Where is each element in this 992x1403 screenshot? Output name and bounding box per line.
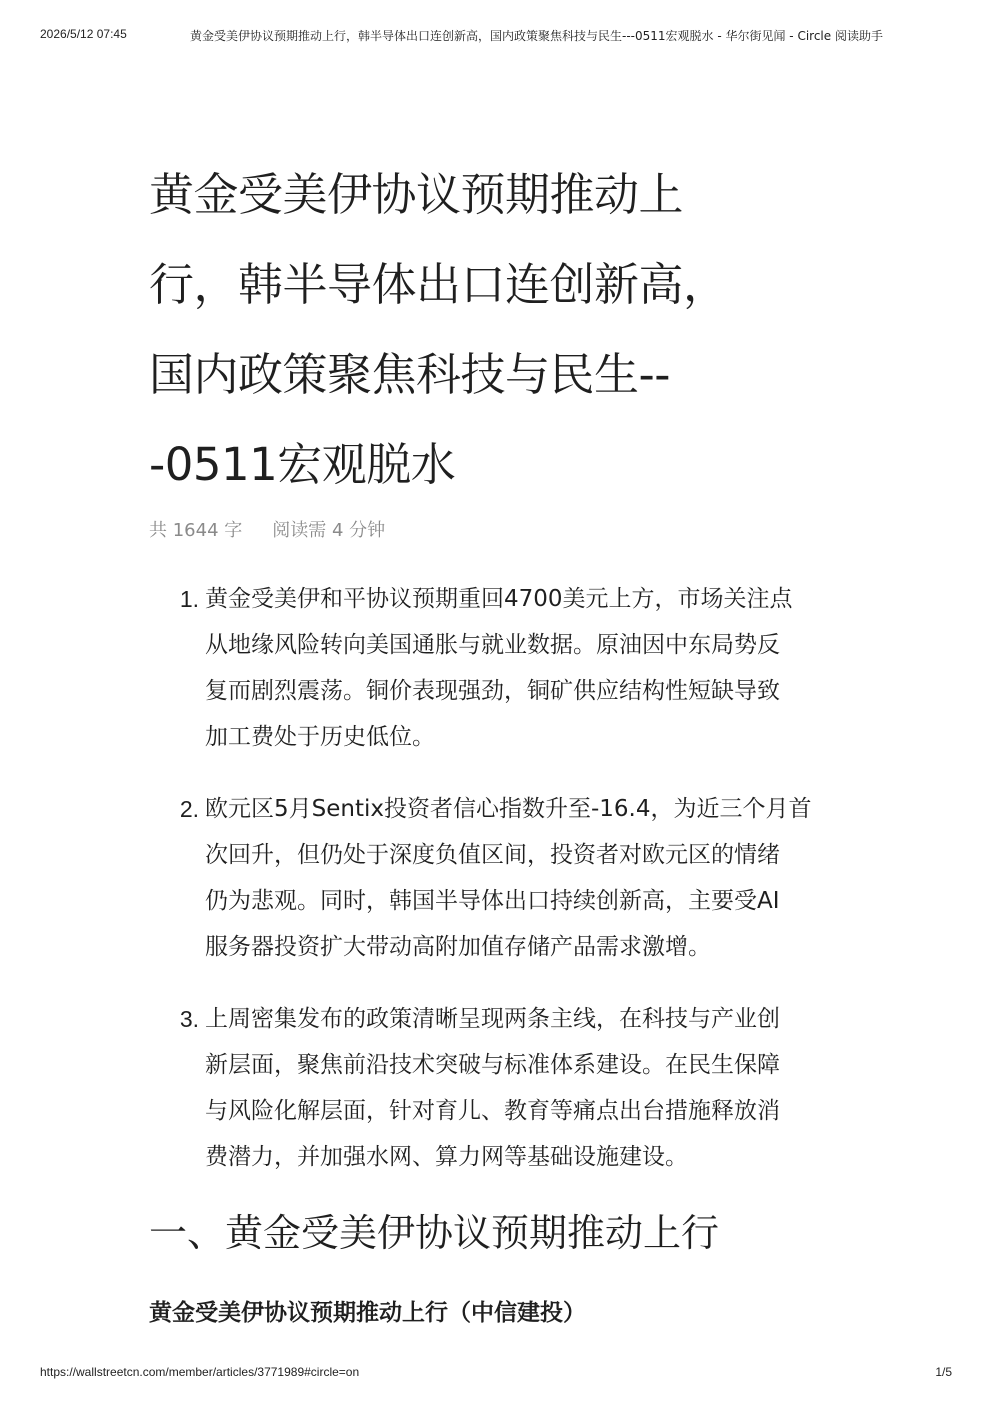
word-count: 共 1644 字 <box>149 520 243 541</box>
summary-item <box>149 576 849 760</box>
print-header-date: 2026/5/12 07:45 <box>40 27 127 41</box>
summary-item-number: 3. <box>179 1006 199 1032</box>
article-title: 黄金受美伊协议预期推动上 行，韩半导体出口连创新高， 国内政策聚焦科技与民生-- -0511宏观脱水 <box>149 168 728 491</box>
summary-item-text: 黄金受美伊和平协议预期重回4700美元上方，市场关注点 从地缘风险转向美国通胀与就业数据。原油因中东局势反 复而剧烈震荡。铜价表现强劲，铜矿供应结构性短缺导致 加工费处于历史低位。 <box>205 586 793 750</box>
article <box>149 150 849 1330</box>
print-header-title: 黄金受美伊协议预期推动上行，韩半导体出口连创新高，国内政策聚焦科技与民生---0511宏观脱水 - 华尔街见闻 - Circle 阅读助手 <box>190 29 883 43</box>
source-url-link[interactable]: https://wallstreetcn.com/member/articles/3771989#circle=on <box>40 1365 360 1379</box>
summary-item <box>149 786 849 970</box>
summary-list <box>149 576 849 1180</box>
sub-heading: 黄金受美伊协议预期推动上行（中信建投） <box>149 1300 586 1326</box>
page-number: 1/5 <box>935 1365 952 1379</box>
summary-item-number: 1. <box>179 586 199 612</box>
summary-item-text: 欧元区5月Sentix投资者信心指数升至-16.4，为近三个月首 次回升，但仍处于深度负值区间，投资者对欧元区的情绪 仍为悲观。同时，韩国半导体出口持续创新高，主要受AI 服务器投资扩大带动高附加值存储产品需求激增。 <box>205 796 812 960</box>
read-time: 阅读需 4 分钟 <box>272 520 386 541</box>
section-heading: 一、黄金受美伊协议预期推动上行 <box>149 1211 720 1255</box>
summary-item <box>149 996 849 1180</box>
summary-item-number: 2. <box>179 796 199 822</box>
summary-item-text: 上周密集发布的政策清晰呈现两条主线，在科技与产业创 新层面，聚焦前沿技术突破与标准体系建设。在民生保障 与风险化解层面，针对育儿、教育等痛点出台措施释放消 费潜力，并加强水网、算力网等基础设施建设。 <box>205 1006 780 1170</box>
article-meta <box>149 516 849 542</box>
